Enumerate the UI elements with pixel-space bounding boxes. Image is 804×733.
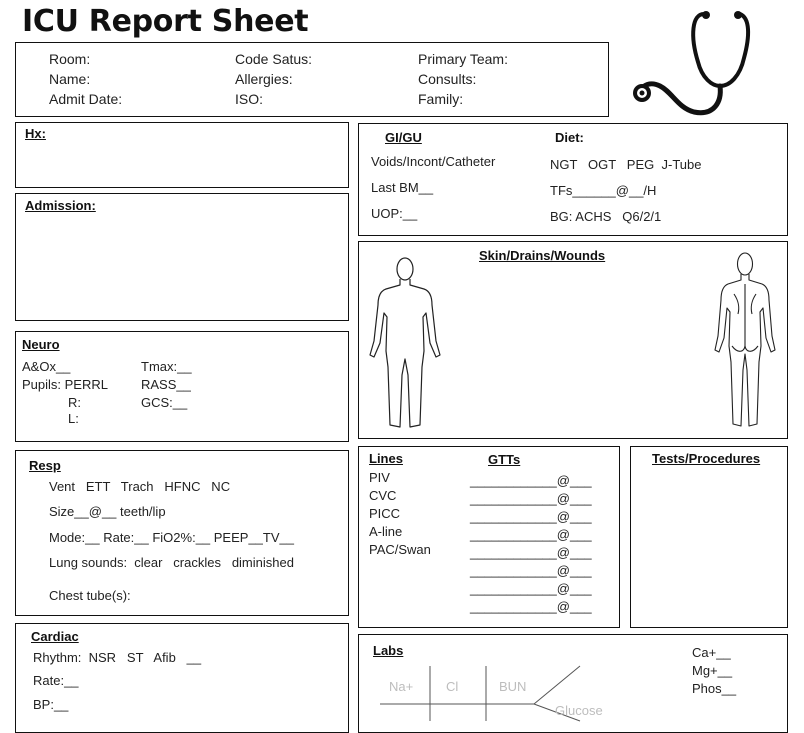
- neuro-l: L:: [68, 411, 79, 426]
- lab-mg: Mg+__: [692, 663, 733, 678]
- resp-mode: Mode:__ Rate:__ FiO2%:__ PEEP__TV__: [49, 530, 294, 545]
- hx-box: [15, 122, 349, 188]
- code-status-label: Code Satus:: [235, 51, 313, 67]
- gtts-heading: GTTs: [488, 452, 521, 467]
- body-back-icon: [712, 250, 778, 432]
- neuro-gcs: GCS:__: [141, 395, 188, 410]
- admission-heading: Admission:: [25, 198, 96, 213]
- stethoscope-icon: [630, 6, 760, 118]
- labs-heading: Labs: [373, 643, 404, 658]
- gtt-row: ____________@___: [470, 563, 592, 578]
- cardiac-rate: Rate:__: [33, 673, 79, 688]
- admit-date-label: Admit Date:: [49, 91, 123, 107]
- iso-label: ISO:: [235, 91, 264, 107]
- gtt-row: ____________@___: [470, 473, 592, 488]
- resp-chest-tubes: Chest tube(s):: [49, 588, 131, 603]
- line-item: PAC/Swan: [369, 542, 431, 557]
- gtt-row: ____________@___: [470, 545, 592, 560]
- gtt-row: ____________@___: [470, 581, 592, 596]
- lab-na: Na+: [389, 679, 414, 694]
- line-item: PICC: [369, 506, 401, 521]
- lines-heading: Lines: [369, 451, 403, 466]
- name-label: Name:: [49, 71, 91, 87]
- neuro-heading: Neuro: [22, 337, 60, 352]
- tests-box: [630, 446, 788, 628]
- consults-label: Consults:: [418, 71, 477, 87]
- allergies-label: Allergies:: [235, 71, 293, 87]
- cardiac-bp: BP:__: [33, 697, 69, 712]
- gigu-uop: UOP:__: [371, 206, 418, 221]
- primary-team-label: Primary Team:: [418, 51, 508, 67]
- resp-size: Size__@__ teeth/lip: [49, 504, 166, 519]
- diet-heading: Diet:: [555, 130, 584, 145]
- diet-bg: BG: ACHS Q6/2/1: [550, 209, 662, 224]
- hx-heading: Hx:: [25, 126, 46, 141]
- line-item: CVC: [369, 488, 397, 503]
- resp-devices: Vent ETT Trach HFNC NC: [49, 479, 231, 494]
- neuro-rass: RASS__: [141, 377, 191, 392]
- neuro-tmax: Tmax:__: [141, 359, 192, 374]
- diet-tfs: TFs______@__/H: [550, 183, 657, 198]
- resp-lung-sounds: Lung sounds: clear crackles diminished: [49, 555, 294, 570]
- line-item: PIV: [369, 470, 390, 485]
- body-front-icon: [364, 255, 446, 433]
- cardiac-rhythm: Rhythm: NSR ST Afib __: [33, 650, 202, 665]
- gigu-voids: Voids/Incont/Catheter: [371, 154, 496, 169]
- tests-heading: Tests/Procedures: [652, 451, 761, 466]
- neuro-pupils: Pupils: PERRL: [22, 377, 108, 392]
- skin-heading: Skin/Drains/Wounds: [479, 248, 606, 263]
- lab-ca: Ca+__: [692, 645, 731, 660]
- family-label: Family:: [418, 91, 464, 107]
- gtt-row: ____________@___: [470, 509, 592, 524]
- diet-tubes: NGT OGT PEG J-Tube: [550, 157, 702, 172]
- page-title: ICU Report Sheet: [22, 4, 309, 39]
- lab-cl: Cl: [446, 679, 459, 694]
- resp-heading: Resp: [29, 458, 61, 473]
- lab-bun: BUN: [499, 679, 527, 694]
- neuro-r: R:: [68, 395, 81, 410]
- lab-phos: Phos__: [692, 681, 737, 696]
- lab-glucose: Glucose: [555, 703, 603, 718]
- cardiac-heading: Cardiac: [31, 629, 79, 644]
- gtt-row: ____________@___: [470, 491, 592, 506]
- gtt-row: ____________@___: [470, 527, 592, 542]
- neuro-aox: A&Ox__: [22, 359, 71, 374]
- gigu-last-bm: Last BM__: [371, 180, 434, 195]
- line-item: A-line: [369, 524, 403, 539]
- gigu-heading: GI/GU: [385, 130, 422, 145]
- gtt-row: ____________@___: [470, 599, 592, 614]
- room-label: Room:: [49, 51, 91, 67]
